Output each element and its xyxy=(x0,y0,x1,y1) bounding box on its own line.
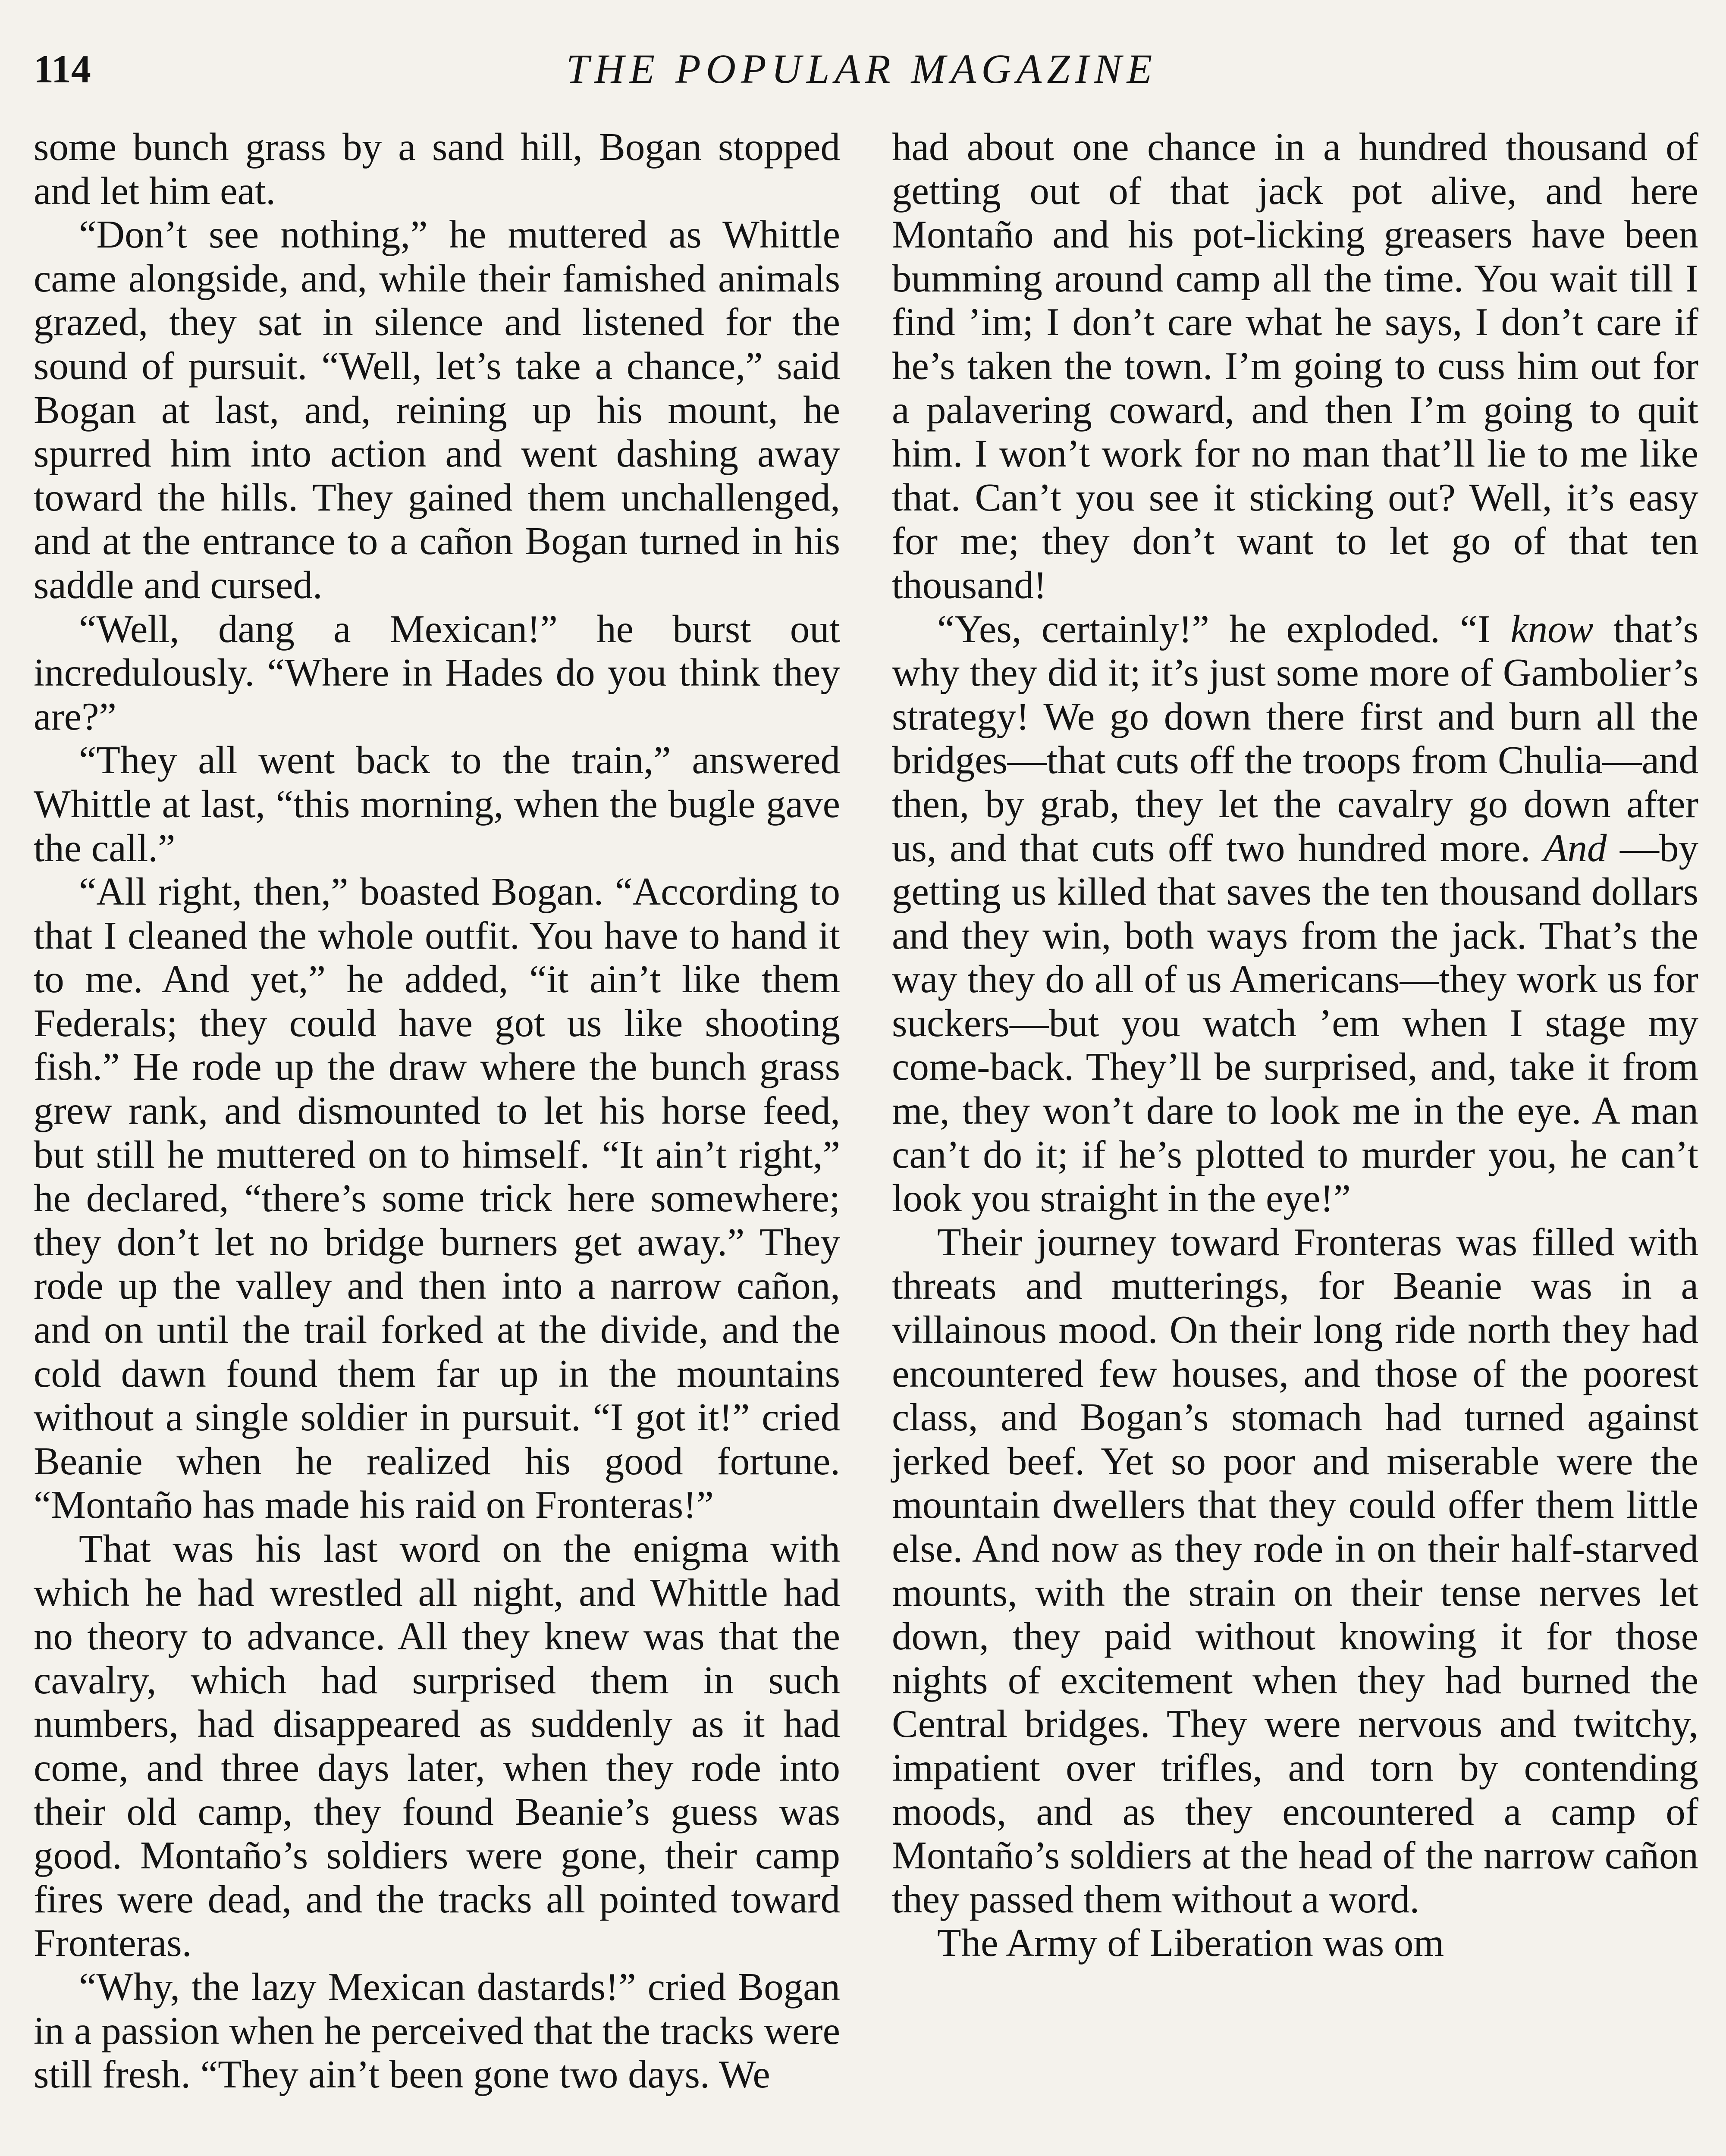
paragraph: The Army of Liberation was om xyxy=(937,1921,1444,1965)
paragraph-text: “Yes, certainly!” he exploded. “I xyxy=(937,607,1511,651)
paragraph: “Well, dang a Mexican!” he burst out incredulously. “Where in Hades do you think they are?” xyxy=(34,607,840,738)
paragraph: “All right, then,” boasted Bogan. “According to that I cleaned the whole outfit. You have to hand it to me. And yet,” he added, “it ain’t like them Federals; they could have got us like shooting fish.” He rode up the draw where the bunch grass grew rank, and dismounted to let his horse feed, but still he muttered on to himself. “It ain’t right,” he declared, “there’s some trick here somewhere; they don’t let no bridge burners get away.” They rode up the valley and then into a narrow cañon, and on until the trail forked at the divide, and the cold dawn found them far up in the mountains without a single soldier in pursuit. “I got it!” cried Beanie when he realized his good fortune. “Montaño has made his raid on Fronteras!” xyxy=(34,870,840,1527)
paragraph: That was his last word on the enigma with which he had wrestled all night, and Whittle had no theory to advance. All they knew was that the cavalry, which had surprised them in such numbers, had disappeared as suddenly as it had come, and three days later, when they rode into their old camp, they found Beanie’s guess was good. Montaño’s soldiers were gone, their camp fires were dead, and the tracks all pointed toward Fronteras. xyxy=(34,1527,840,1965)
page-header xyxy=(34,41,1690,97)
paragraph: some bunch grass by a sand hill, Bogan stopped and let him eat. xyxy=(34,125,840,213)
paragraph-text: —by getting us killed that saves the ten thousand dollars and they win, both ways from the jack. That’s the way they do all of us Americans—they work us for suckers—but you watch ’em when I stage my come-back. They’ll be surprised, and, take it from me, they won’t dare to look me in the eye. A man can’t do it; if he’s plotted to murder you, he can’t look you straight in the eye!” xyxy=(892,826,1699,1220)
magazine-title: THE POPULAR MAGAZINE xyxy=(566,46,1158,92)
text-column-right xyxy=(892,125,1698,1965)
paragraph: Their journey toward Fronteras was filled with threats and mutterings, for Beanie was in a villainous mood. On their long ride north they had encountered few houses, and those of the poorest class, and Bogan’s stomach had turned against jerked beef. Yet so poor and miserable were the mountain dwellers that they could offer them little else. And now as they rode in on their half-starved mounts, with the strain on their tense nerves let down, they paid without knowing it for those nights of excitement when they had burned the Central bridges. They were nervous and twitchy, impatient over trifles, and torn by contending moods, and as they encountered a camp of Montaño’s soldiers at the head of the narrow cañon they passed them without a word. xyxy=(892,1220,1698,1921)
paragraph-text: that’s why they did it; it’s just some more of Gambolier’s strategy! We go down there first and burn all the bridges—that cuts off the troops from Chulia—and then, by grab, they let the cavalry go down after us, and that cuts off two hundred more. xyxy=(892,607,1699,870)
page-number: 114 xyxy=(34,47,91,91)
paragraph: “Don’t see nothing,” he muttered as Whittle came alongside, and, while their famished animals grazed, they sat in silence and listened for the sound of pursuit. “Well, let’s take a chance,” said Bogan at last, and, reining up his mount, he spurred him into action and went dashing away toward the hills. They gained them unchallenged, and at the entrance to a cañon Bogan turned in his saddle and cursed. xyxy=(34,213,840,607)
paragraph: “They all went back to the train,” answered Whittle at last, “this morning, when the bugle gave the call.” xyxy=(34,738,840,870)
italic-word: know xyxy=(1510,607,1594,651)
paragraph xyxy=(892,607,1698,1220)
paragraph: “Why, the lazy Mexican dastards!” cried Bogan in a passion when he perceived that the tracks were still fresh. “They ain’t been gone two days. We xyxy=(34,1965,840,2096)
italic-word: And xyxy=(1543,826,1607,870)
text-column-left xyxy=(34,125,840,2096)
paragraph: had about one chance in a hundred thousand of getting out of that jack pot alive, and here Montaño and his pot-licking greasers have been bumming around camp all the time. You wait till I find ’im; I don’t care what he says, I don’t care if he’s taken the town. I’m going to cuss him out for a palavering coward, and then I’m going to quit him. I won’t work for no man that’ll lie to me like that. Can’t you see it sticking out? Well, it’s easy for me; they don’t want to let go of that ten thousand! xyxy=(892,125,1698,607)
